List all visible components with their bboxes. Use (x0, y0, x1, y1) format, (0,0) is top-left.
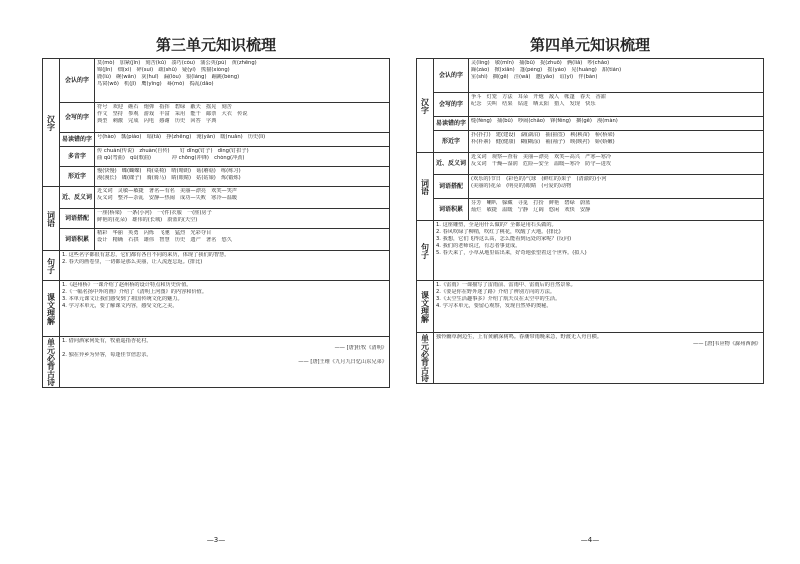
table-row (43, 59, 390, 103)
content-cell (95, 229, 390, 251)
subcategory-cell: 多音字 (60, 147, 95, 167)
page-right (416, 18, 764, 548)
category-cell: 汉字 (43, 59, 60, 187)
content-cell (434, 281, 764, 333)
knowledge-table (416, 58, 764, 384)
subcategory-cell: 词语搭配 (60, 209, 95, 229)
content-line: 近义词 观察—查看 美丽—漂亮 欢笑—高兴 严寒—寒冷 (471, 154, 612, 160)
content-line: —— [唐]杜牧《清明》 (334, 345, 387, 351)
content-cell (95, 167, 390, 187)
table-row (417, 117, 764, 131)
content-cell (95, 133, 390, 147)
content-cell (469, 131, 764, 153)
content-line: 符号 欢迎 礁石 炮弹 指挥 碧绿 蔽天 摇晃 刻苦 (97, 104, 232, 110)
content-line: 1.《雷雨》一课描写了雷雨前、雷雨中、雷雨后的自然景象。 (436, 282, 576, 288)
category-cell: 课文理解 (43, 281, 60, 337)
page-title: 第三单元知识梳理 (155, 36, 276, 54)
category-cell: 课文理解 (417, 281, 434, 333)
content-line: 灿烂 敏捷 温暖 宁静 辽阔 悠闲 欢快 安静 (471, 207, 591, 213)
content-line: 1. 借问酒家何处有，牧童遥指杏花村。 (62, 338, 152, 344)
content-cell (469, 175, 764, 199)
table-row (417, 131, 764, 153)
table-row (417, 281, 764, 333)
content-cell (469, 199, 764, 221)
table-row (43, 103, 390, 133)
content-line: 反义词 整齐—杂乱 安静—热闹 成功—失败 寒冷—温暖 (97, 195, 238, 201)
subcategory-cell: 会写的字 (60, 103, 95, 133)
content-cell (95, 147, 390, 167)
content-cell (95, 59, 390, 103)
table-row (417, 175, 764, 199)
content-line: 4. 学习本单元，要留心观察，发现自然界的奥秘。 (436, 303, 552, 309)
content-line: 精彩 华丽 英勇 闪烁 飞驰 猛烈 光彩夺目 (97, 230, 212, 236)
table-row (43, 209, 390, 229)
content-line: 独怜幽草涧边生，上有黄鹂深树鸣。春潮带雨晚来急，野渡无人舟自横。 (436, 334, 603, 340)
content-line: 4. 我们的老师说过，有志者事竟成。 (436, 243, 521, 249)
table-row (417, 59, 764, 93)
category-cell: 句子 (43, 251, 60, 281)
content-line: 2. 春风吹绿了柳梢，吹红了桃花，吹醒了大地。(排比) (436, 229, 561, 235)
category-cell: 单元必背古诗 (43, 337, 60, 388)
page-left (42, 18, 390, 548)
table-row (43, 251, 390, 281)
content-line: 锦(jǐn) 细(xì) 碎(suì) 疏(shū) 疑(yí) 熊猫(xióng) (97, 67, 230, 73)
table-row (43, 187, 390, 209)
content-cell (60, 281, 390, 337)
content-line: 2.《一幅名扬中外的画》介绍了《清明上河图》的内容和价值。 (62, 289, 208, 295)
subcategory-cell: 会写的字 (434, 93, 469, 117)
content-line: 5. 春天来了，小草从地里钻出来，好奇地张望着这个世界。(拟人) (436, 250, 587, 256)
subcategory-cell: 近、反义词 (434, 153, 469, 175)
content-line: (美丽的)花朵 (明亮的)眼睛 (可爱的)动物 (471, 183, 572, 189)
subcategory-cell: 易读错的字 (434, 117, 469, 131)
table-row (43, 337, 390, 388)
category-cell: 单元必背古诗 (417, 333, 434, 384)
content-line: 扑(扑打) 建(建设) 湖(湖泊) 抽(抽签) 秧(秧苗) 桥(桥梁) (471, 132, 615, 138)
page-number: —3— (206, 536, 226, 544)
content-line: 4. 学习本单元，要了解课文内容，感受文化之美。 (62, 303, 178, 309)
content-cell (95, 103, 390, 133)
content-cell (469, 117, 764, 131)
page-title: 第四单元知识梳理 (529, 36, 650, 54)
table-row (417, 221, 764, 281)
table-row (417, 199, 764, 221)
content-cell (469, 153, 764, 175)
content-line: 近义词 灵敏—敏捷 著名—有名 美丽—漂亮 欢笑—笑声 (97, 188, 238, 194)
content-line: 室(shì) 搁(gē) 洼(wā) 邀(yāo) 谊(yì) 伴(bàn) (471, 74, 598, 80)
category-cell: 句子 (417, 221, 434, 281)
content-line: 躁(zào) 掀(xiān) 篷(péng) 摇(yáo) 晃(huàng) 甜(tián) (471, 67, 622, 73)
table-row (43, 147, 390, 167)
subcategory-cell: 会认的字 (60, 59, 95, 103)
content-line: 1.《赵州桥》一课介绍了赵州桥的设计特点和历史价值。 (62, 282, 192, 288)
content-line: 鲜艳的(花朵) 雄伟的(长城) 蔚蓝的(天空) (97, 217, 198, 223)
content-line: 号(hào) 瓢(piáo) 塌(tā) 挣(zhēng) 淹(yān) 暖(nuǎn) 历史(lì) (97, 134, 266, 140)
content-cell (434, 333, 764, 384)
content-cell (95, 209, 390, 229)
content-cell (469, 59, 764, 93)
content-line: 2.《要是你在野外迷了路》介绍了辨别方向的方法。 (436, 289, 556, 295)
content-line: 3. 我想，它们飞得这么高，怎么能看到远处的家呢？(反问) (436, 236, 572, 242)
content-line: 2. 春天的画卷里，一切都是那么美丽，让人流连忘返。(排比) (62, 259, 203, 265)
content-line: —— [唐]韦应物《滁州西涧》 (693, 341, 761, 347)
subcategory-cell: 会认的字 (434, 59, 469, 93)
knowledge-table (42, 58, 390, 388)
content-cell (60, 251, 390, 281)
table-row (43, 229, 390, 251)
subcategory-cell: 形近字 (434, 131, 469, 153)
content-line: 曲 qū(弯曲) qǔ(歌曲) 冲 chōng(冲锋) chòng(冲劲) (97, 155, 245, 161)
content-line: 慢(快慢) 蝶(蝴蝶) 椅(桌椅) 晴(晴朗) 菇(蘑菇) 练(练习) (97, 168, 241, 174)
content-line: 传 chuán(传说) zhuàn(自传) 钉 dīng(钉子) dìng(钉扣子) (97, 148, 249, 154)
content-line: 1. 这些名字都很有意思，它们都有各自不同的来历，体现了我们的智慧。 (62, 252, 230, 258)
category-cell: 词语 (43, 187, 60, 251)
table-row (417, 333, 764, 384)
content-line: 缝(féng) 捕(bǔ) 吵闹(chǎo) 锋(fēng) 搁(gē) 漫(màn) (471, 118, 618, 124)
content-cell (434, 221, 764, 281)
subcategory-cell: 近、反义词 (60, 187, 95, 209)
subcategory-cell: 词语积累 (434, 199, 469, 221)
content-line: 3. 本单元课文让我们感受到了祖国传统文化的魅力。 (62, 296, 183, 302)
content-line: (欢乐的)节日 (彩色的)气球 (鲜红的)果子 (清澈的)小河 (471, 176, 607, 182)
table-row (417, 93, 764, 117)
subcategory-cell: 易读错的字 (60, 133, 95, 147)
table-row (43, 167, 390, 187)
content-line: 鸟窝(wō) 机(jī) 鹰(yīng) 蓦(mò) 捣乱(dǎo) (97, 81, 214, 87)
content-cell (95, 187, 390, 209)
content-line: 反义词 干燥—湿润 危险—安全 温暖—寒冷 防守—进攻 (471, 161, 612, 167)
content-line: 2. 独在异乡为异客，每逢佳节倍思亲。 (62, 352, 152, 358)
table-row (43, 133, 390, 147)
content-line: 典型 刺激 完成 闪电 感谢 历史 回答 字典 (97, 118, 217, 124)
content-line: 纪念 尖叫 结果 钻进 晒太阳 猎人 发现 快乐 (471, 101, 596, 107)
category-cell: 汉字 (417, 59, 434, 153)
category-cell: 词语 (417, 153, 434, 221)
subcategory-cell: 形近字 (60, 167, 95, 187)
content-line: 3.《太空生活趣事多》介绍了航天员在太空中的生活。 (436, 296, 561, 302)
subcategory-cell: 词语搭配 (434, 175, 469, 199)
subcategory-cell: 词语积累 (60, 229, 95, 251)
content-line: —— [唐]王维《九月九日忆山东兄弟》 (298, 359, 387, 365)
content-cell (469, 93, 764, 117)
content-line: 鹿(lù) 碗(wǎn) 灰(huī) 漏(lòu) 狼(láng) 蹦跳(bèng) (97, 74, 240, 80)
content-line: 漫(漫长) 碟(碟子) 骑(骑马) 睛(眼睛) 姑(姑娘) 炼(锻炼) (97, 175, 241, 181)
content-line: 1. 这座雕塑，全是用什么做的？全都是用石头做的。 (436, 222, 557, 228)
content-line: 作文 坚持 参观 游戏 丰富 采用 能干 邮票 大衣 传说 (97, 111, 248, 117)
table-row (417, 153, 764, 175)
page-number: —4— (580, 536, 600, 544)
content-line: 芬芳 喇叭 躲藏 寻觅 打扮 鲜艳 碧绿 蔚蓝 (471, 200, 591, 206)
content-line: 朴(朴素) 健(健康) 糊(糊涂) 袖(袖子) 映(映衬) 娇(娇嫩) (471, 139, 615, 145)
content-cell (60, 337, 390, 388)
content-line: 设计 精确 石拱 雄伟 智慧 历史 遗产 著名 悠久 (97, 237, 232, 243)
content-line: 一座(桥梁) 一条(小河) 一(件)衣服 一(座)房子 (97, 210, 212, 216)
content-line: 莫(mò) 加紧(jǐn) 刻苦(kǔ) 凑巧(còu) 蒲公英(pú) 黄(zhēng) (97, 60, 257, 66)
content-line: 灵(líng) 敏(mǐn) 捕(bǔ) 捉(zhuō) 俩(liǎ) 吵(chǎo) (471, 60, 610, 66)
table-row (43, 281, 390, 337)
content-line: 争斗 灯笼 方法 耳朵 开炮 敌人 帐篷 春天 香甜 (471, 94, 606, 100)
